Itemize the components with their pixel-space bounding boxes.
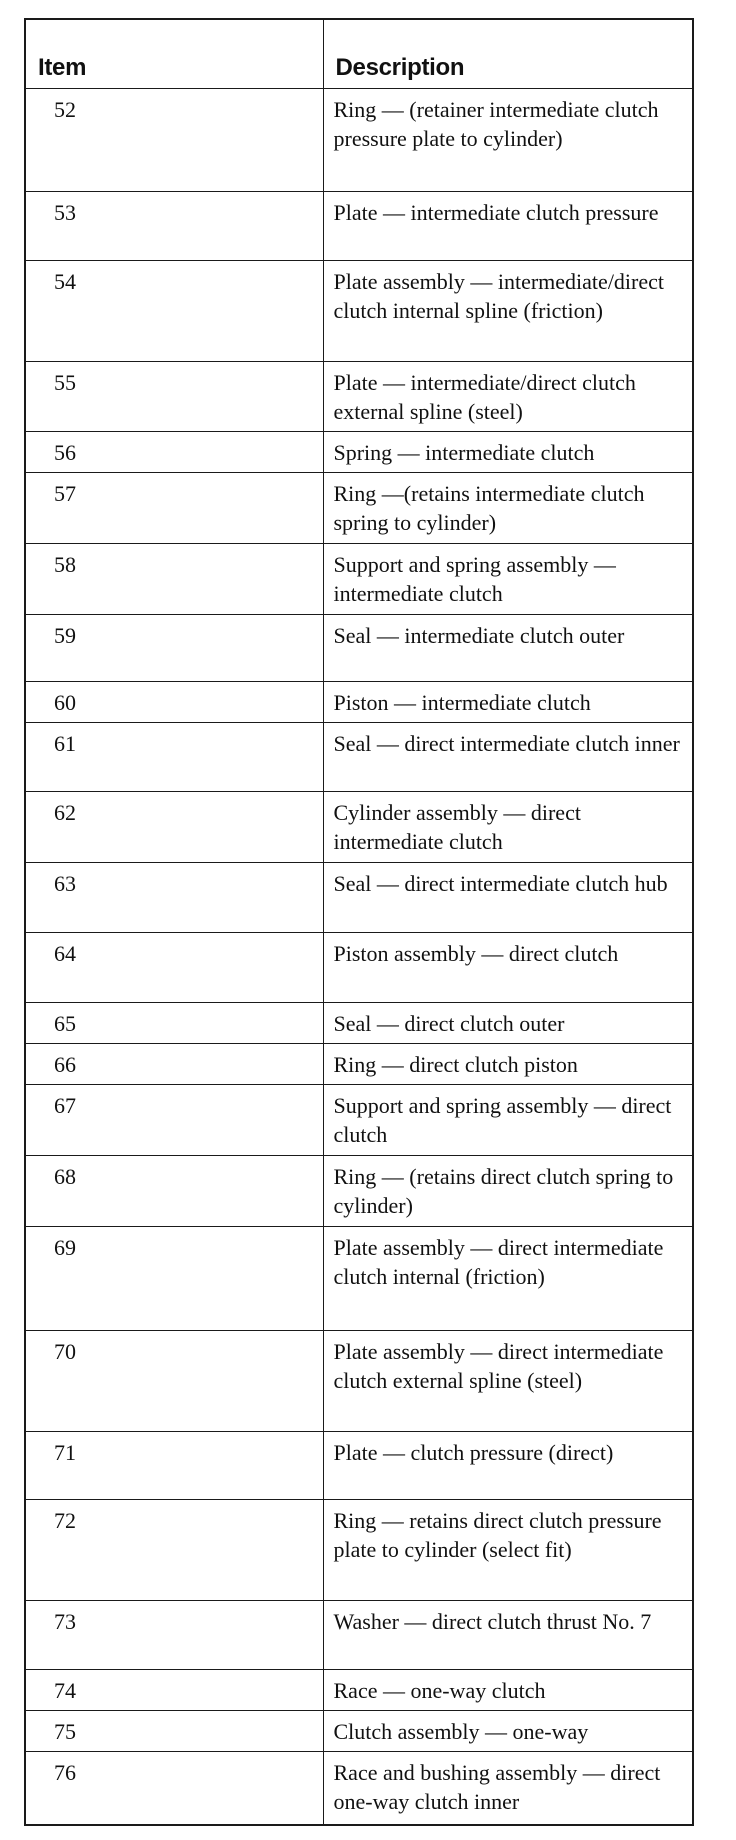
item-description: Ring — direct clutch piston: [323, 1044, 692, 1085]
item-description: Seal — intermediate clutch outer: [323, 615, 692, 682]
item-number: 65: [26, 1003, 323, 1044]
item-description: Ring — (retainer intermediate clutch pressure plate to cylinder): [323, 88, 692, 192]
table-row: [26, 432, 692, 473]
item-description: Seal — direct intermediate clutch hub: [323, 862, 692, 933]
parts-table-frame: [24, 18, 694, 1826]
item-number: 54: [26, 260, 323, 361]
item-number: 76: [26, 1752, 323, 1824]
table-row: [26, 1330, 692, 1432]
item-number: 55: [26, 361, 323, 432]
item-number: 64: [26, 933, 323, 1003]
item-number: 71: [26, 1432, 323, 1500]
table-row: [26, 933, 692, 1003]
item-description: Piston assembly — direct clutch: [323, 933, 692, 1003]
item-description: Spring — intermediate clutch: [323, 432, 692, 473]
item-description: Plate assembly — direct intermediate clutch external spline (steel): [323, 1330, 692, 1432]
table-row: [26, 1044, 692, 1085]
item-number: 61: [26, 722, 323, 791]
table-row: [26, 544, 692, 615]
item-description: Plate — intermediate clutch pressure: [323, 192, 692, 261]
table-row: [26, 722, 692, 791]
item-description: Plate assembly — direct intermediate clutch internal (friction): [323, 1226, 692, 1330]
item-description: Support and spring assembly — direct clutch: [323, 1085, 692, 1156]
table-row: [26, 791, 692, 862]
table-row: [26, 1600, 692, 1670]
item-description: Ring — retains direct clutch pressure plate to cylinder (select fit): [323, 1499, 692, 1600]
item-description: Race and bushing assembly — direct one-way clutch inner: [323, 1752, 692, 1824]
item-number: 57: [26, 473, 323, 544]
table-row: [26, 1156, 692, 1227]
table-row: [26, 1432, 692, 1500]
item-number: 52: [26, 88, 323, 192]
item-description: Seal — direct clutch outer: [323, 1003, 692, 1044]
table-row: [26, 862, 692, 933]
item-description: Piston — intermediate clutch: [323, 681, 692, 722]
table-row: [26, 192, 692, 261]
item-number: 59: [26, 615, 323, 682]
item-number: 62: [26, 791, 323, 862]
item-number: 63: [26, 862, 323, 933]
table-row: [26, 88, 692, 192]
table-row: [26, 1670, 692, 1711]
item-number: 53: [26, 192, 323, 261]
item-description: Plate — clutch pressure (direct): [323, 1432, 692, 1500]
table-row: [26, 1226, 692, 1330]
column-header-description: Description: [323, 20, 692, 88]
table-row: [26, 260, 692, 361]
item-number: 56: [26, 432, 323, 473]
item-description: Race — one-way clutch: [323, 1670, 692, 1711]
table-row: [26, 615, 692, 682]
item-number: 60: [26, 681, 323, 722]
item-number: 67: [26, 1085, 323, 1156]
item-description: Washer — direct clutch thrust No. 7: [323, 1600, 692, 1670]
table-row: [26, 1085, 692, 1156]
item-description: Clutch assembly — one-way: [323, 1711, 692, 1752]
table-row: [26, 361, 692, 432]
item-number: 70: [26, 1330, 323, 1432]
table-row: [26, 1711, 692, 1752]
column-header-item: Item: [26, 20, 323, 88]
item-number: 72: [26, 1499, 323, 1600]
item-number: 68: [26, 1156, 323, 1227]
item-description: Ring — (retains direct clutch spring to cylinder): [323, 1156, 692, 1227]
table-header-row: [26, 20, 692, 88]
item-description: Plate — intermediate/direct clutch external spline (steel): [323, 361, 692, 432]
item-number: 58: [26, 544, 323, 615]
item-description: Seal — direct intermediate clutch inner: [323, 722, 692, 791]
item-number: 75: [26, 1711, 323, 1752]
table-row: [26, 1003, 692, 1044]
item-description: Cylinder assembly — direct intermediate clutch: [323, 791, 692, 862]
item-description: Support and spring assembly — intermediate clutch: [323, 544, 692, 615]
item-number: 66: [26, 1044, 323, 1085]
item-number: 74: [26, 1670, 323, 1711]
item-number: 69: [26, 1226, 323, 1330]
item-description: Plate assembly — intermediate/direct clutch internal spline (friction): [323, 260, 692, 361]
parts-table: [26, 20, 692, 1824]
item-number: 73: [26, 1600, 323, 1670]
table-row: [26, 473, 692, 544]
table-row: [26, 1499, 692, 1600]
table-row: [26, 681, 692, 722]
table-row: [26, 1752, 692, 1824]
item-description: Ring —(retains intermediate clutch spring to cylinder): [323, 473, 692, 544]
